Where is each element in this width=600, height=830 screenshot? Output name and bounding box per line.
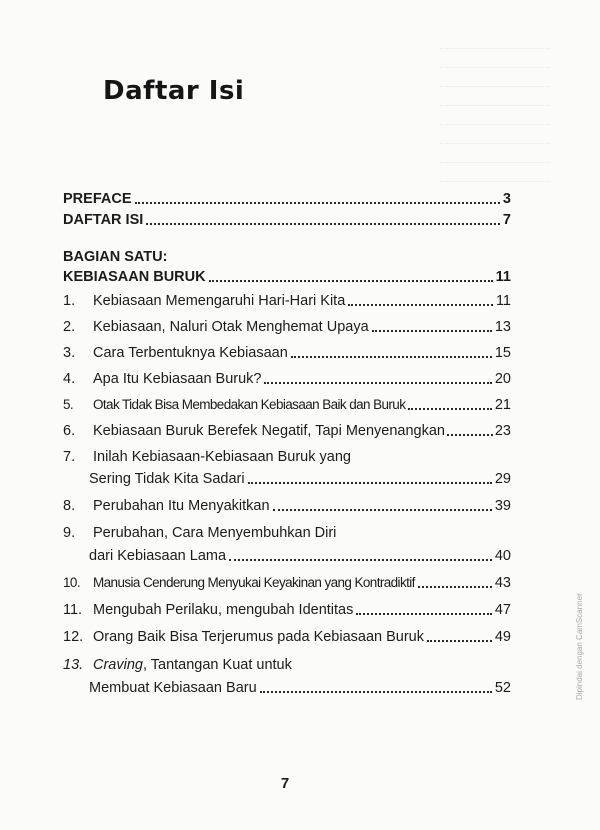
entry-page: 7: [502, 212, 511, 228]
entry-number: 6.: [63, 423, 76, 439]
dot-leader: [291, 356, 492, 358]
toc-entry: [63, 396, 511, 414]
toc-entry-first-line: [63, 656, 511, 674]
entry-number: 9.: [63, 525, 76, 541]
entry-title-italic: Craving: [93, 657, 143, 673]
entry-number: 1.: [63, 293, 76, 309]
toc-entry: [63, 344, 511, 362]
toc-entry-preface: [63, 190, 511, 208]
entry-page: 49: [494, 629, 511, 645]
show-through-lines: [440, 30, 550, 182]
dot-leader: [348, 304, 493, 306]
entry-title: Perubahan Itu Menyakitkan: [93, 498, 270, 514]
page-number: 7: [280, 775, 290, 792]
entry-page: 23: [494, 423, 511, 439]
entry-number: 12.: [63, 629, 84, 645]
entry-title: Perubahan, Cara Menyembuhkan Diri: [93, 525, 337, 541]
section-title-row: [63, 268, 511, 286]
scanner-watermark: Dipindai dengan CamScanner: [575, 593, 584, 700]
dot-leader: [264, 382, 491, 384]
entry-label: PREFACE: [63, 191, 132, 207]
section-title: KEBIASAAN BURUK: [63, 269, 206, 285]
entry-page: 52: [494, 680, 511, 696]
entry-number: 5.: [63, 397, 74, 412]
entry-title: Mengubah Perilaku, mengubah Identitas: [93, 602, 354, 618]
entry-number: 4.: [63, 371, 76, 387]
entry-number: 10.: [63, 575, 80, 590]
entry-title-continued: Membuat Kebiasaan Baru: [89, 680, 257, 696]
entry-number: 8.: [63, 498, 76, 514]
dot-leader: [260, 691, 492, 693]
dot-leader: [146, 223, 500, 225]
entry-number: 11.: [63, 602, 83, 618]
toc-entry: [63, 318, 511, 336]
toc-entry-first-line: [63, 524, 511, 542]
toc-entry-daftar-isi: [63, 211, 511, 229]
dot-leader: [356, 613, 491, 615]
entry-title: Apa Itu Kebiasaan Buruk?: [93, 371, 262, 387]
section-heading: BAGIAN SATU:: [63, 249, 168, 265]
entry-page: 29: [494, 471, 511, 487]
toc-entry: [63, 292, 511, 310]
entry-number: 13.: [63, 657, 84, 673]
entry-page: 11: [495, 269, 511, 285]
entry-title: , Tantangan Kuat untuk: [142, 657, 292, 673]
entry-title-continued: dari Kebiasaan Lama: [89, 548, 227, 564]
toc-entry-continuation: [89, 470, 511, 488]
entry-number: 7.: [63, 449, 76, 465]
entry-page: 47: [494, 602, 511, 618]
entry-title: Cara Terbentuknya Kebiasaan: [93, 345, 288, 361]
entry-label: DAFTAR ISI: [63, 212, 144, 228]
entry-page: 15: [494, 345, 511, 361]
dot-leader: [273, 509, 492, 511]
toc-entry-continuation: [89, 679, 511, 697]
entry-title: Inilah Kebiasaan-Kebiasaan Buruk yang: [93, 449, 351, 465]
page-title: Daftar Isi: [103, 76, 245, 106]
toc-entry-first-line: [63, 448, 511, 466]
toc-entry: [63, 370, 511, 388]
dot-leader: [229, 559, 492, 561]
entry-page: 39: [494, 498, 511, 514]
dot-leader: [408, 408, 492, 410]
toc-entry: [63, 422, 511, 440]
toc-entry: [63, 574, 511, 592]
entry-title: Otak Tidak Bisa Membedakan Kebiasaan Baik dan Buruk: [93, 397, 406, 412]
dot-leader: [427, 640, 492, 642]
entry-title: Kebiasaan, Naluri Otak Menghemat Upaya: [93, 319, 369, 335]
dot-leader: [372, 330, 492, 332]
entry-page: 21: [494, 397, 511, 413]
dot-leader: [209, 280, 493, 282]
entry-title: Kebiasaan Buruk Berefek Negatif, Tapi Menyenangkan: [93, 423, 445, 439]
toc-entry: [63, 601, 511, 619]
dot-leader: [418, 586, 492, 588]
dot-leader: [135, 202, 500, 204]
entry-title: Kebiasaan Memengaruhi Hari-Hari Kita: [93, 293, 346, 309]
entry-page: 11: [495, 293, 511, 309]
entry-page: 40: [494, 548, 511, 564]
toc-entry: [63, 497, 511, 515]
entry-page: 43: [494, 575, 511, 591]
entry-number: 2.: [63, 319, 76, 335]
entry-title: Manusia Cenderung Menyukai Keyakinan yang Kontradiktif: [93, 575, 415, 590]
entry-page: 20: [494, 371, 511, 387]
dot-leader: [248, 482, 492, 484]
dot-leader: [447, 434, 493, 436]
entry-page: 13: [494, 319, 511, 335]
toc-entry: [63, 628, 511, 646]
entry-number: 3.: [63, 345, 76, 361]
entry-title-continued: Sering Tidak Kita Sadari: [89, 471, 245, 487]
toc-entry-continuation: [89, 547, 511, 565]
entry-title: Orang Baik Bisa Terjerumus pada Kebiasaan Buruk: [93, 629, 425, 645]
entry-page: 3: [502, 191, 511, 207]
